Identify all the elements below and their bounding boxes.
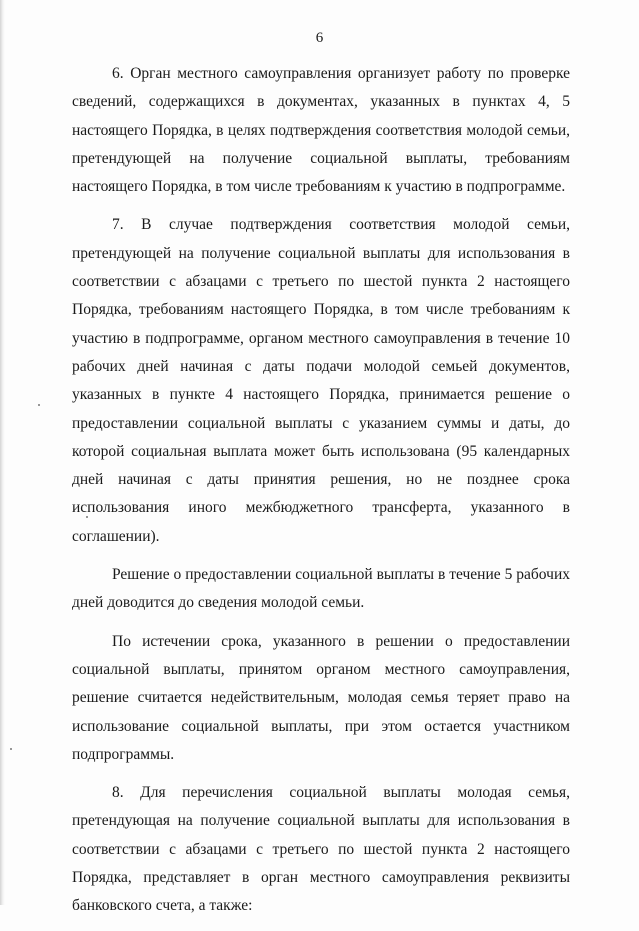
paragraph-6: 6. Орган местного самоуправления организует работу по проверке сведений, содержащихся в документах, указанных в пунктах 4, 5 настоящего Порядка, в целях подтверждения соответствия молодой семьи, претендующей на получение социальной выплаты, требованиям настоящего Порядка, в том числе требованиям к участию в подпрограмме.	[72, 65, 570, 196]
paragraph-8: 8. Для перечисления социальной выплаты молодая семья, претендующая на получение социальной выплаты для использования в соответствии с абзацами с третьего по шестой пункта 2 настоящего Порядка, представляет в орган местного самоуправления реквизиты банковского счета, а также:	[72, 784, 570, 915]
scan-speck	[10, 748, 12, 750]
paragraph-decision-expiry: По истечении срока, указанного в решении о предоставлении социальной выплаты, принятом органом местного самоуправления, решение считается недействительным, молодая семья теряет право на использование социальной выплаты, при этом остается участником подпрограммы.	[72, 632, 570, 763]
scan-edge-shadow	[0, 0, 5, 905]
document-body	[72, 60, 570, 931]
paragraph-decision-notice: Решение о предоставлении социальной выплаты в течение 5 рабочих дней доводится до сведения молодой семьи.	[72, 566, 570, 612]
page-number: 6	[315, 30, 324, 46]
scan-speck	[38, 404, 40, 406]
scan-speck	[86, 516, 88, 518]
paragraph-7: 7. В случае подтверждения соответствия молодой семьи, претендующей на получение социальной выплаты для использования в соответствии с абзацами с третьего по шестой пункта 2 настоящего Порядка, требованиям настоящего Порядка, в том числе требованиям к участию в подпрограмме, органом местного самоуправления в течение 10 рабочих дней начиная с даты подачи молодой семьей документов, указанных в пункте 4 настоящего Порядка, принимается решение о предоставлении социальной выплаты с указанием суммы и даты, до которой социальная выплата может быть использована (95 календарных дней начиная с даты принятия решения, но не позднее срока использования иного межбюджетного трансферта, указанного в соглашении).	[72, 216, 570, 545]
